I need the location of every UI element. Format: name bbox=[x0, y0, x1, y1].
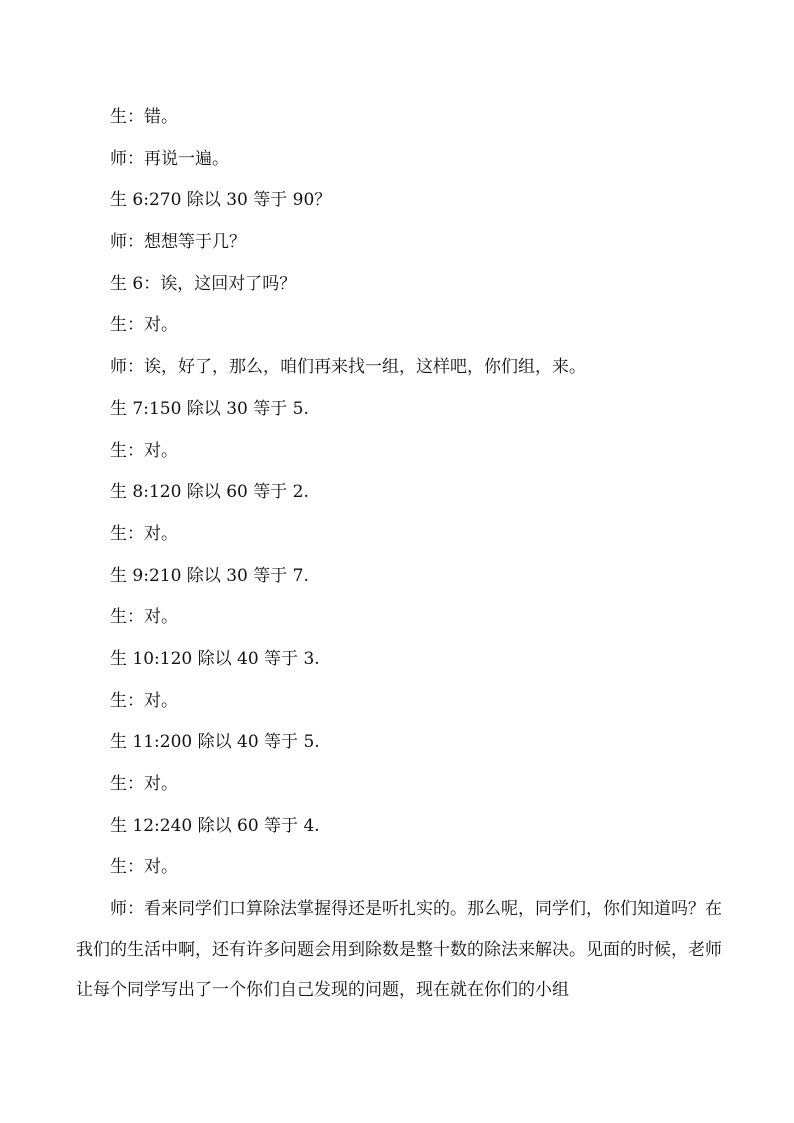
dialogue-line: 生：对。 bbox=[110, 315, 178, 336]
dialogue-line: 生 11:200 除以 40 等于 5. bbox=[110, 732, 320, 753]
dialogue-line: 生 6:270 除以 30 等于 90？ bbox=[110, 190, 332, 211]
dialogue-line: 生：对。 bbox=[110, 774, 178, 794]
dialogue-line: 生 9:210 除以 30 等于 7. bbox=[110, 565, 309, 586]
dialogue-line: 生：错。 bbox=[110, 107, 178, 127]
dialogue-line: 生：对。 bbox=[110, 440, 178, 461]
dialogue-line: 师：想想等于几？ bbox=[110, 232, 246, 253]
dialogue-line: 生 10:120 除以 40 等于 3. bbox=[110, 648, 320, 669]
dialogue-line: 师：诶，好了，那么，咱们再来找一组，这样吧，你们组，来。 bbox=[110, 357, 586, 378]
dialogue-lines bbox=[0, 97, 794, 889]
teacher-paragraph: 师：看来同学们口算除法掌握得还是听扎实的。那么呢，同学们，你们知道吗？在我们的生活中啊，还有许多问题会用到除数是整十数的除法来解决。见面的时候，老师让每个同学写出了一个你们自己发现的问题，现在就在你们的小组 bbox=[76, 899, 722, 1000]
dialogue-line: 生 6：诶，这回对了吗？ bbox=[110, 273, 297, 294]
dialogue-line: 生：对。 bbox=[110, 857, 178, 878]
dialogue-line: 生 7:150 除以 30 等于 5. bbox=[110, 398, 309, 419]
dialogue-line: 生：对。 bbox=[110, 690, 178, 711]
dialogue-line: 生 12:240 除以 60 等于 4. bbox=[110, 815, 320, 836]
dialogue-line: 生：对。 bbox=[110, 523, 178, 544]
dialogue-line: 生 8:120 除以 60 等于 2. bbox=[110, 482, 309, 503]
dialogue-line: 生：对。 bbox=[110, 607, 178, 628]
dialogue-line: 师：再说一遍。 bbox=[110, 148, 229, 169]
